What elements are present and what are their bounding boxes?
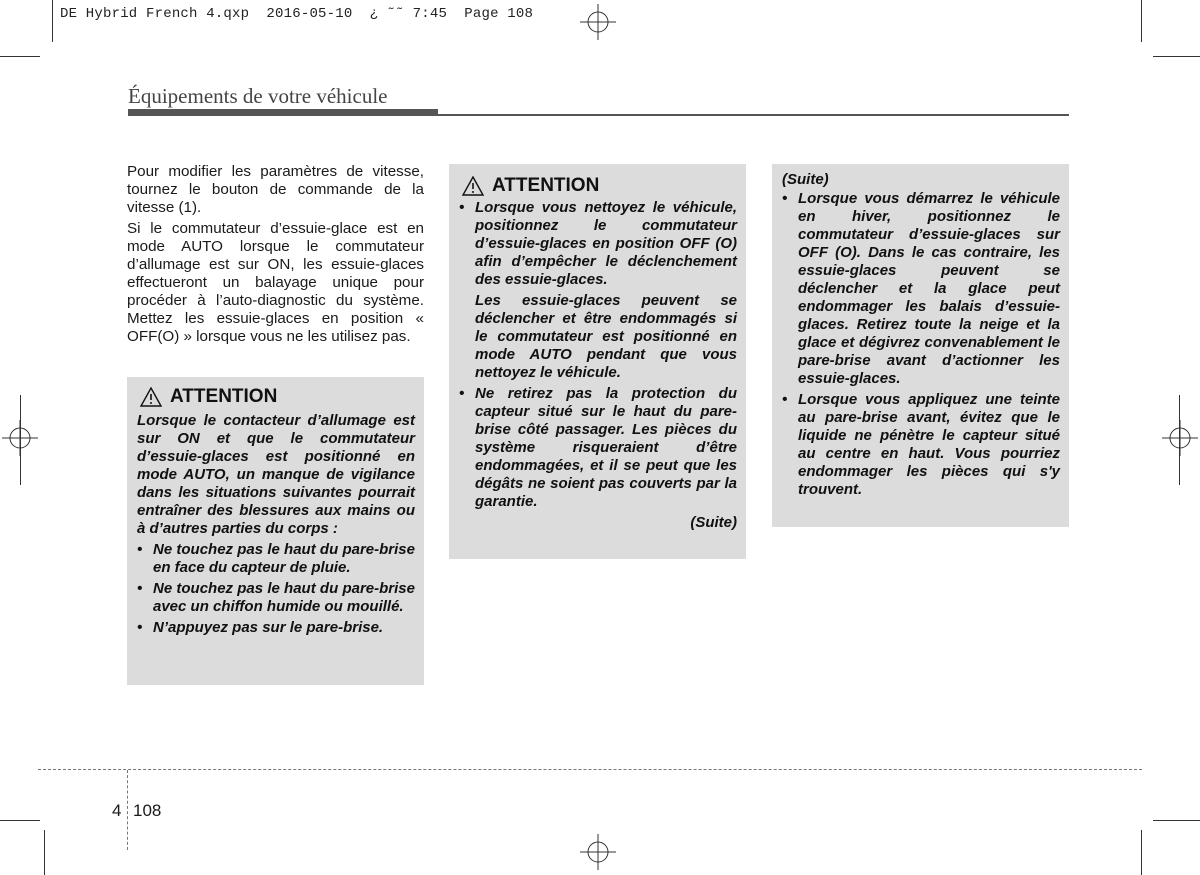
list-item	[782, 190, 1060, 388]
warning-triangle-icon	[140, 387, 162, 407]
list-item-text: Ne touchez pas le haut du pare-brise avec un chiffon humide ou mouillé.	[153, 580, 415, 615]
warning-box	[449, 164, 746, 559]
list-item	[782, 391, 1060, 499]
title-rule	[128, 109, 438, 116]
bullet: •	[782, 391, 788, 408]
paragraph: Pour modifier les paramètres de vitesse, tournez le bouton de commande de la vitesse (1).	[127, 163, 424, 216]
list-item	[137, 619, 415, 637]
page-title: Équipements de votre véhicule	[128, 84, 388, 108]
bullet: •	[137, 541, 143, 558]
warning-title: ATTENTION	[170, 386, 278, 407]
bullet: •	[459, 199, 465, 216]
registration-line	[1179, 395, 1180, 485]
crop-mark	[1153, 56, 1200, 57]
warning-triangle-icon	[462, 176, 484, 196]
list-item-text: Lorsque vous nettoyez le véhicule, positionnez le commutateur d’essuie-glaces en position OFF (O) afin d’empêcher le déclenchement des essuie-glaces.	[475, 199, 737, 288]
chapter-number: 4	[112, 801, 122, 820]
registration-mark-icon	[580, 834, 616, 870]
footer-rule	[38, 769, 1142, 770]
list-item	[137, 580, 415, 616]
crop-mark	[0, 820, 40, 821]
continued-label: (Suite)	[782, 171, 829, 188]
crop-mark	[52, 0, 53, 42]
registration-mark-icon	[580, 4, 616, 40]
warning-title: ATTENTION	[492, 175, 600, 196]
continued-label: (Suite)	[690, 514, 737, 531]
list-item	[137, 541, 415, 577]
warning-heading	[462, 175, 599, 197]
registration-line	[20, 395, 21, 485]
page-number: 108	[133, 801, 162, 820]
warning-intro: Lorsque le contacteur d’allumage est sur ON et que le commutateur d’essuie-glaces est positionné en mode AUTO, un manque de vigilance dans les situations suivantes pourrait entraîner des blessures aux mains ou à d’autres parties du corps :	[137, 412, 415, 537]
crop-mark	[44, 830, 45, 875]
crop-mark	[1141, 830, 1142, 875]
warning-box	[772, 164, 1069, 527]
list-item	[459, 199, 737, 382]
warning-body	[459, 199, 737, 532]
warning-box	[127, 377, 424, 685]
crop-mark	[0, 56, 40, 57]
list-item-text: Lorsque vous démarrez le véhicule en hiver, positionnez le commutateur d’essuie-glaces sur OFF (O). Dans le cas contraire, les essuie-glaces peuvent se déclencher et la glace peut endommager les balais d’essuie-glaces. Retirez toute la neige et la glace et dégivrez convenablement le pare-brise avant d’actionner les essuie-glaces.	[798, 190, 1060, 387]
warning-heading	[140, 386, 277, 408]
crop-mark	[1141, 0, 1142, 42]
registration-mark-icon	[1162, 420, 1198, 456]
list-item	[459, 385, 737, 511]
title-rule	[438, 114, 1069, 116]
warning-body	[782, 171, 1060, 499]
bullet: •	[137, 619, 143, 636]
body-column	[127, 163, 424, 349]
list-item-text: Ne retirez pas la protection du capteur situé sur le haut du pare-brise côté passager. Les pièces du système risqueraient d’être endommagées, et il se peut que les dégâts ne soient pas couverts par la garantie.	[475, 385, 737, 510]
bullet: •	[137, 580, 143, 597]
print-slug: DE Hybrid French 4.qxp 2016-05-10 ¿ ˜˜ 7:45 Page 108	[60, 6, 534, 22]
list-item-continuation: Les essuie-glaces peuvent se déclencher et être endommagés si le commutateur est positionné en mode AUTO pendant que vous nettoyez le véhicule.	[475, 292, 737, 381]
paragraph: Si le commutateur d’essuie-glace est en mode AUTO lorsque le commutateur d’allumage est sur ON, les essuie-glaces effectueront un balayage unique pour procéder à l’auto-diagnostic du système. Mettez les essuie-glaces en position « OFF(O) » lorsque vous ne les utilisez pas.	[127, 220, 424, 345]
bullet: •	[459, 385, 465, 402]
list-item-text: Ne touchez pas le haut du pare-brise en face du capteur de pluie.	[153, 541, 415, 576]
warning-body	[137, 412, 415, 637]
footer-divider	[127, 770, 128, 850]
crop-mark	[1153, 820, 1200, 821]
bullet: •	[782, 190, 788, 207]
list-item-text: Lorsque vous appliquez une teinte au pare-brise avant, évitez que le liquide ne pénètre le capteur situé au centre en haut. Vous pourriez endommager les pièces qui s'y trouvent.	[798, 391, 1060, 498]
list-item-text: N’appuyez pas sur le pare-brise.	[153, 619, 384, 636]
